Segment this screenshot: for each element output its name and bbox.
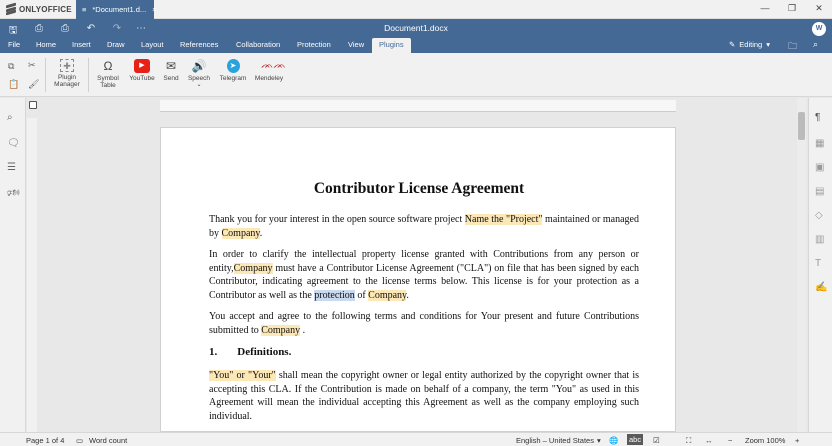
feedback-icon[interactable]: 🕬 <box>7 188 20 199</box>
toolbar-separator <box>45 58 46 92</box>
symbol-table-label: Symbol Table <box>97 75 119 89</box>
app-logo <box>6 4 72 14</box>
tab-home[interactable]: Home <box>36 40 57 49</box>
tab-file[interactable]: File <box>8 40 21 49</box>
signature-icon[interactable]: ✍ <box>815 282 828 293</box>
text-art-icon[interactable]: T <box>815 258 822 269</box>
mail-icon: ✉ <box>165 59 177 73</box>
horizontal-ruler[interactable] <box>160 100 676 112</box>
quick-print-icon[interactable]: ⎙ <box>61 23 69 34</box>
paste-icon[interactable]: 📋 <box>8 79 20 89</box>
onlyoffice-logo-icon <box>6 4 16 14</box>
mendeley-button[interactable] <box>252 59 286 82</box>
save-icon[interactable]: 🖫 <box>8 25 18 36</box>
editing-label: Editing <box>739 40 763 49</box>
document-title: Document1.docx <box>384 23 448 33</box>
copy-icon[interactable]: ⧉ <box>8 61 15 71</box>
mendeley-label: Mendeley <box>254 75 284 82</box>
pencil-icon: ✎ <box>729 40 736 49</box>
document-tab[interactable] <box>76 0 157 19</box>
restore-icon[interactable]: ❐ <box>787 3 797 13</box>
track-changes-icon[interactable]: ☑ <box>653 436 660 445</box>
image-settings-icon[interactable]: ▣ <box>815 162 825 173</box>
navigation-icon[interactable]: ☰ <box>7 162 16 173</box>
redo-icon[interactable]: ↷ <box>112 23 122 34</box>
app-name: ONLYOFFICE <box>19 4 72 14</box>
document-heading: Contributor License Agreement <box>313 180 525 197</box>
format-painter-icon[interactable]: 🖌 <box>28 79 40 89</box>
tab-plugins[interactable]: Plugins <box>372 38 411 53</box>
paragraph: You accept and agree to the following terms and conditions for Your present and future Contributions submitted to Company . <box>209 311 639 336</box>
toolbar-separator <box>88 58 89 92</box>
print-icon[interactable]: ⎙ <box>35 23 43 34</box>
undo-icon[interactable]: ↶ <box>86 23 96 34</box>
right-sidebar <box>808 98 832 432</box>
status-bar <box>0 432 832 446</box>
chevron-down-icon: ▾ <box>597 436 601 445</box>
plugin-manager-label: Plugin Manager <box>54 74 80 88</box>
cut-icon[interactable]: ✂ <box>28 60 36 70</box>
spellcheck-icon[interactable]: abc <box>629 435 642 444</box>
zoom-level: Zoom 100% <box>745 436 786 445</box>
chevron-down-icon: ⌄ <box>196 82 202 88</box>
menu-bar <box>0 38 832 53</box>
open-location-icon[interactable]: 🗀 <box>788 41 798 51</box>
omega-icon: Ω <box>103 59 113 73</box>
shape-settings-icon[interactable]: ◇ <box>815 210 823 221</box>
paragraph: In order to clarify the intellectual property license granted with Contributions from any person or entity,Company must have a Contributor License Agreement ("CLA") on file that has been signed by each Contributor, indicating agreement to the license terms below. This license is for your protection as a Contributor as well as the protection of Company. <box>209 249 639 301</box>
paragraph: Thank you for your interest in the open source software project Name the "Project" maintained or managed by Company. <box>209 214 639 239</box>
send-label: Send <box>163 75 179 82</box>
close-tab-icon[interactable]: × <box>152 5 157 14</box>
telegram-label: Telegram <box>219 75 247 82</box>
tab-collaboration[interactable]: Collaboration <box>236 40 281 49</box>
fit-width-icon[interactable]: ↔ <box>705 436 713 445</box>
chart-settings-icon[interactable]: ▥ <box>815 234 825 245</box>
word-count-icon: ▭ <box>76 436 84 445</box>
youtube-label: YouTube <box>129 75 155 82</box>
tab-layout[interactable]: Layout <box>141 40 164 49</box>
plugin-manager-button[interactable] <box>50 59 84 88</box>
minimize-icon[interactable]: — <box>760 3 770 13</box>
fit-page-icon[interactable]: ⛶ <box>686 436 692 445</box>
document-tab-title: *Document1.d... <box>92 5 147 14</box>
document-page[interactable] <box>160 127 676 432</box>
language-selector[interactable]: English – United States <box>516 436 594 445</box>
header-footer-icon[interactable]: ▤ <box>815 186 825 197</box>
user-avatar[interactable]: W <box>812 22 826 36</box>
send-button[interactable] <box>160 59 182 82</box>
symbol-table-button[interactable] <box>94 59 122 89</box>
table-settings-icon[interactable]: ▦ <box>815 138 825 149</box>
speech-button[interactable] <box>185 59 213 89</box>
tab-protection[interactable]: Protection <box>297 40 331 49</box>
app-header <box>0 19 832 53</box>
mendeley-icon: ᨏᨏ <box>261 60 286 71</box>
more-icon[interactable]: ⋯ <box>136 23 146 34</box>
vertical-ruler[interactable] <box>27 118 37 432</box>
vertical-scrollbar[interactable] <box>797 98 806 432</box>
globe-icon[interactable]: 🌐 <box>609 436 619 445</box>
plugin-manager-icon: ✚ <box>60 59 74 72</box>
chevron-down-icon: ▾ <box>766 40 770 49</box>
search-icon[interactable]: ⌕ <box>7 112 13 123</box>
speaker-icon: 🔊 <box>191 59 207 73</box>
paragraph-settings-icon[interactable]: ¶ <box>815 112 821 123</box>
comments-icon[interactable]: 🗨 <box>7 138 20 149</box>
speech-label: Speech <box>187 75 211 82</box>
editing-mode-dropdown[interactable] <box>729 40 770 49</box>
tab-view[interactable]: View <box>348 40 365 49</box>
tab-draw[interactable]: Draw <box>107 40 125 49</box>
close-window-icon[interactable]: ✕ <box>815 3 823 13</box>
youtube-icon: ▶ <box>134 59 150 73</box>
left-sidebar <box>0 98 26 432</box>
zoom-in-icon[interactable]: + <box>795 436 800 445</box>
youtube-button[interactable] <box>127 59 157 82</box>
plugins-toolbar <box>0 53 832 97</box>
page-indicator[interactable]: Page 1 of 4 <box>26 436 65 445</box>
tab-references[interactable]: References <box>180 40 219 49</box>
tab-insert[interactable]: Insert <box>72 40 91 49</box>
title-bar <box>0 0 832 19</box>
telegram-button[interactable] <box>217 59 249 82</box>
word-count-button[interactable]: Word count <box>89 436 128 445</box>
section-heading: 1. Definitions. <box>209 346 292 358</box>
search-icon[interactable]: ⌕ <box>813 39 819 49</box>
scroll-thumb[interactable] <box>798 112 805 140</box>
zoom-out-icon[interactable]: − <box>728 436 733 445</box>
document-icon: ≡ <box>82 5 87 14</box>
tab-stop-selector[interactable] <box>29 101 37 109</box>
paragraph: "You" or "Your" shall mean the copyright owner or legal entity authorized by the copyright owner that is accepting this CLA. If the Contribution is made on behalf of a company, the term "You" as used in this Agreement will mean the individual accepting this Agreement as well as the company employing such individual. <box>209 370 639 422</box>
telegram-icon: ➤ <box>227 59 240 73</box>
